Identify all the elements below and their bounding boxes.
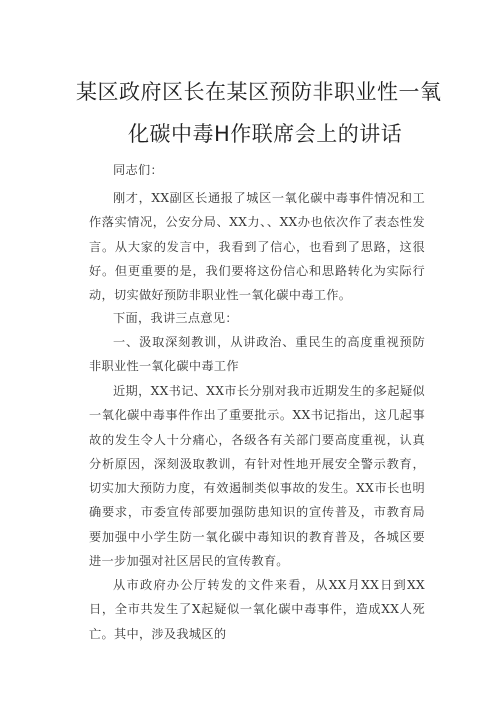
paragraph-3: 近期，XX书记、XX市长分别对我市近期发生的多起疑似一氧化碳中毒事件作出了重要批示。XX书记指出，这几起事故的发生令人十分痛心，各级各有关部门要高度重视，认真分析原因，深刻汲取教训，有针对性地开展安全警示教育，切实加大预防力度，有效遏制类似事故的发生。XX市长也明确要求，市委宣传部要加强防患知识的宣传普及，市教育局要加强中小学生防一氧化碳中毒知识的教育普及，各城区要进一步加强对社区居民的宣传教育。 [89, 384, 425, 569]
document-title-line-1: 某区政府区长在某区预防非职业性一氧 [76, 80, 442, 104]
document-title-line-2: 化碳中毒H作联席会上的讲话 [128, 122, 403, 146]
section-heading-1: 一、汲取深刻教训，从讲政治、重民生的高度重视预防非职业性一氧化碳中毒工作 [89, 335, 425, 374]
salutation: 同志们： [113, 163, 163, 177]
paragraph-2: 下面，我讲三点意见： [113, 311, 238, 325]
paragraph-4: 从市政府办公厅转发的文件来看，从XX月XX日到XX日，全市共发生了X起疑似一氧化碳中毒事件，造成XX人死亡。其中，涉及我城区的 [89, 578, 425, 641]
paragraph-1: 刚才，XX副区长通报了城区一氧化碳中毒事件情况和工作落实情况，公安分局、XX力、、XX办也依次作了表态性发言。从大家的发言中，我看到了信心，也看到了思路，这很好。但更重要的是，我们要将这份信心和思路转化为实际行动，切实做好预防非职业性一氧化碳中毒工作。 [89, 191, 425, 303]
